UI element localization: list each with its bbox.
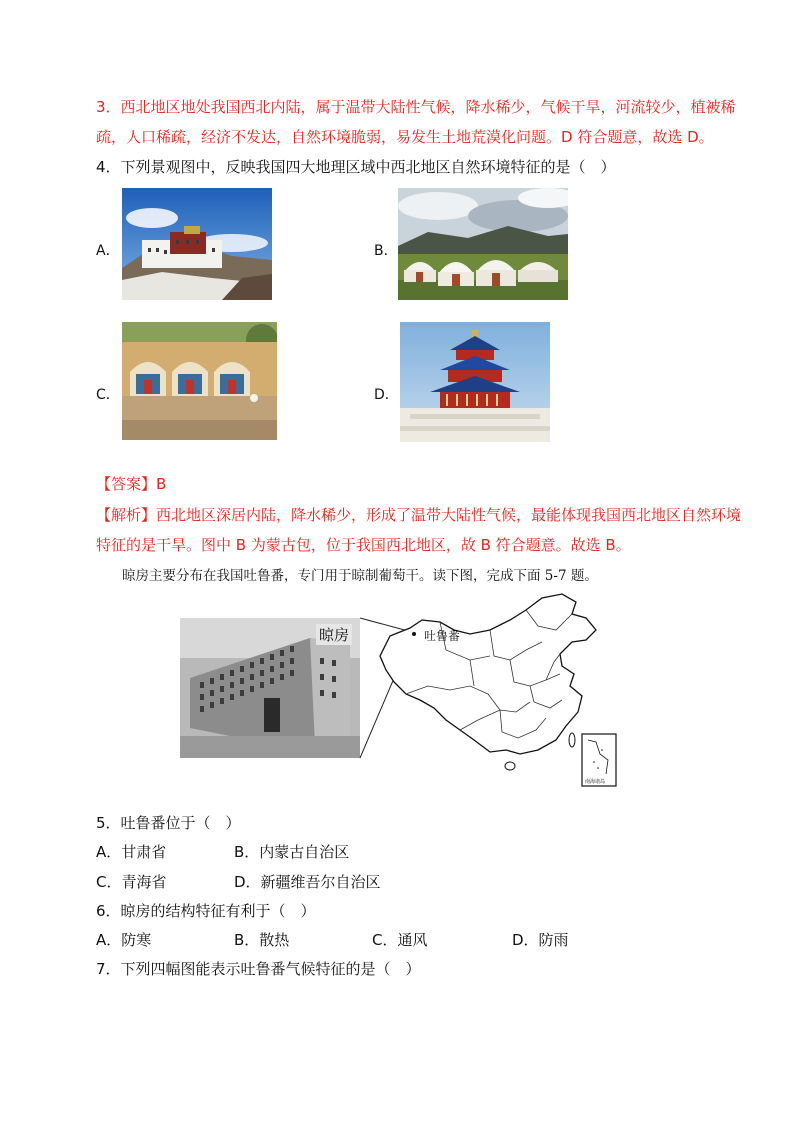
q5-options-row2 <box>96 872 381 892</box>
temple-of-heaven-image <box>400 322 550 442</box>
q6-option-a: A．防寒 <box>96 931 152 949</box>
china-map <box>350 590 620 790</box>
q5-options-row1 <box>96 842 349 862</box>
answer3-line1: 3．西北地区地处我国西北内陆，属于温带大陆性气候，降水稀少，气候干旱，河流较少，植被稀 <box>96 98 736 116</box>
q7-stem: 7．下列四幅图能表示吐鲁番气候特征的是（ ） <box>96 960 421 978</box>
potala-palace-image <box>122 188 272 300</box>
analysis-text-1: 西北地区深居内陆，降水稀少，形成了温带大陆性气候，最能体现我国西北地区自然环境 <box>156 506 742 524</box>
answer-tag: 【答案】 <box>96 475 157 493</box>
q6-stem: 6．晾房的结构特征有利于（ ） <box>96 902 316 920</box>
q4-option-c-label: C． <box>96 387 120 403</box>
photo-label: 晾房 <box>316 624 352 645</box>
q5-option-a: A．甘肃省 <box>96 843 167 861</box>
turpan-label: 吐鲁番 <box>424 629 461 643</box>
inset-label: 南海诸岛 <box>585 779 606 785</box>
q4-option-d-label: D． <box>374 387 399 403</box>
q4-analysis-line1 <box>96 505 741 525</box>
q4-stem: 4．下列景观图中，反映我国四大地理区域中西北地区自然环境特征的是（ ） <box>96 158 616 176</box>
intro-text: 晾房主要分布在我国吐鲁番，专门用于晾制葡萄干。读下图，完成下面 5-7 题。 <box>122 568 598 584</box>
q5-stem: 5．吐鲁番位于（ ） <box>96 814 241 832</box>
answer3-line2: 疏，人口稀疏，经济不发达，自然环境脆弱，易发生土地荒漠化问题。D 符合题意，故选 D。 <box>96 128 714 146</box>
q4-option-a-label: A． <box>96 243 120 259</box>
loess-cave-dwellings-image <box>122 322 277 440</box>
q4-option-b-label: B． <box>374 243 398 259</box>
q5-option-c: C．青海省 <box>96 873 167 891</box>
q4-analysis-line2: 特征的是干旱。图中 B 为蒙古包，位于我国西北地区，故 B 符合题意。故选 B。 <box>96 536 631 554</box>
q6-option-c: C．通风 <box>372 931 428 949</box>
q5-option-d: D．新疆维吾尔自治区 <box>234 873 381 891</box>
q6-option-b: B．散热 <box>234 931 290 949</box>
q4-answer <box>96 474 166 494</box>
answer-value: B <box>156 475 167 493</box>
drying-house-photo <box>180 618 360 758</box>
q6-option-d: D．防雨 <box>512 931 569 949</box>
mongolian-yurts-image <box>398 188 568 300</box>
q5-option-b: B．内蒙古自治区 <box>234 843 350 861</box>
analysis-tag: 【解析】 <box>96 506 157 524</box>
q6-options-row <box>96 930 569 950</box>
